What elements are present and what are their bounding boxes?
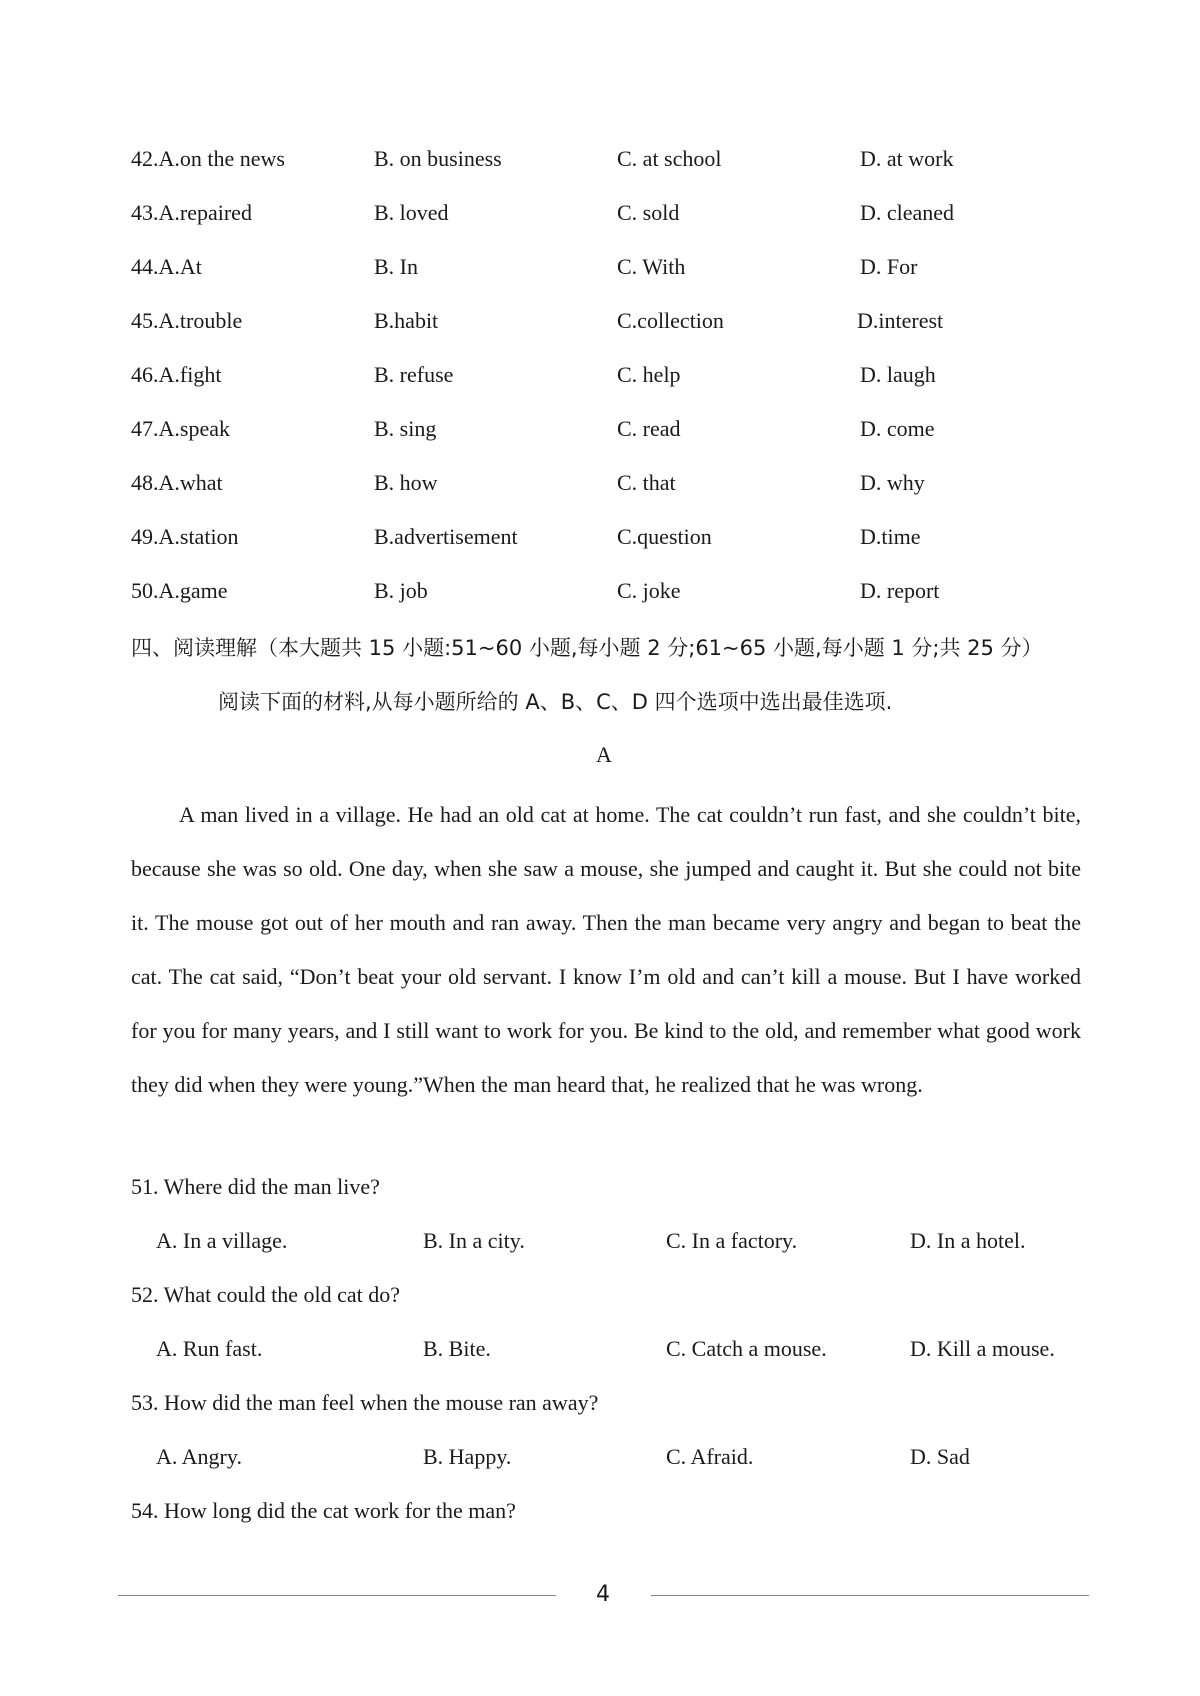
option-a: 43.A.repaired (131, 200, 252, 225)
footer-rule-right (651, 1595, 1089, 1596)
option-c: C. With (617, 254, 686, 279)
option-a: 49.A.station (131, 524, 239, 549)
option-d: D. at work (860, 146, 954, 171)
option-b: B.habit (374, 308, 439, 333)
option-d: D. why (860, 470, 925, 495)
cloze-option-row (131, 517, 1091, 557)
option-a: 47.A.speak (131, 416, 230, 441)
option-c: C. In a factory. (666, 1228, 798, 1253)
option-b: B.advertisement (374, 524, 518, 549)
option-b: B. how (374, 470, 438, 495)
option-c: C. that (617, 470, 676, 495)
option-a: A. In a village. (156, 1228, 288, 1253)
option-b: B. loved (374, 200, 449, 225)
option-a: 42.A.on the news (131, 146, 285, 171)
option-c: C. at school (617, 146, 722, 171)
question-options (156, 1221, 1096, 1261)
option-d: D. Sad (910, 1444, 970, 1469)
option-b: B. job (374, 578, 428, 603)
option-a: 50.A.game (131, 578, 228, 603)
option-a: 45.A.trouble (131, 308, 243, 333)
question-stem: 51. Where did the man live? (131, 1174, 380, 1199)
option-c: C.collection (617, 308, 724, 333)
cloze-option-row (131, 139, 1091, 179)
option-d: D. In a hotel. (910, 1228, 1026, 1253)
option-d: D.interest (857, 308, 944, 333)
passage-label: A (596, 742, 612, 767)
option-d: D. come (860, 416, 935, 441)
option-d: D. report (860, 578, 940, 603)
option-c: C. joke (617, 578, 681, 603)
reading-passage: A man lived in a village. He had an old cat at home. The cat couldn’t run fast, and she couldn’t bite, because she was so old. One day, when she saw a mouse, she jumped and caught it. But she could not bite it. The mouse got out of her mouth and ran away. Then the man became very angry and began to beat the cat. The cat said, “Don’t beat your old servant. I know I’m old and can’t kill a mouse. But I have worked for you for many years, and I still want to work for you. Be kind to the old, and remember what good work they did when they were young.”When the man heard that, he realized that he was wrong. (131, 802, 1081, 1097)
cloze-option-row (131, 355, 1091, 395)
option-d: D.time (860, 524, 921, 549)
question-options (156, 1329, 1096, 1369)
cloze-option-row (131, 193, 1091, 233)
section-title: 四、阅读理解（本大题共 15 小题:51~60 小题,每小题 2 分;61~65 小题,每小题 1 分;共 25 分） (131, 636, 1043, 660)
option-c: C. sold (617, 200, 680, 225)
option-c: C.question (617, 524, 712, 549)
option-d: D. Kill a mouse. (910, 1336, 1055, 1361)
option-b: B. In (374, 254, 418, 279)
cloze-option-row (131, 247, 1091, 287)
page-number: 4 (596, 1582, 610, 1607)
option-b: B. sing (374, 416, 437, 441)
option-a: A. Run fast. (156, 1336, 263, 1361)
option-a: 46.A.fight (131, 362, 222, 387)
cloze-option-row (131, 571, 1091, 611)
section-instruction: 阅读下面的材料,从每小题所给的 A、B、C、D 四个选项中选出最佳选项. (218, 690, 893, 714)
option-c: C. Catch a mouse. (666, 1336, 827, 1361)
option-d: D. cleaned (860, 200, 955, 225)
option-b: B. on business (374, 146, 502, 171)
cloze-option-row (131, 301, 1091, 341)
option-c: C. read (617, 416, 681, 441)
cloze-option-row (131, 463, 1091, 503)
option-d: D. For (860, 254, 918, 279)
question-options (156, 1437, 1096, 1477)
option-c: C. help (617, 362, 681, 387)
question-stem: 53. How did the man feel when the mouse ran away? (131, 1390, 599, 1415)
option-b: B. Bite. (423, 1336, 491, 1361)
option-b: B. In a city. (423, 1228, 525, 1253)
option-b: B. refuse (374, 362, 454, 387)
option-c: C. Afraid. (666, 1444, 754, 1469)
option-b: B. Happy. (423, 1444, 512, 1469)
option-d: D. laugh (860, 362, 936, 387)
question-stem: 54. How long did the cat work for the man? (131, 1498, 516, 1523)
question-stem: 52. What could the old cat do? (131, 1282, 401, 1307)
footer-rule-left (118, 1595, 556, 1596)
option-a: A. Angry. (156, 1444, 242, 1469)
option-a: 48.A.what (131, 470, 223, 495)
cloze-option-row (131, 409, 1091, 449)
option-a: 44.A.At (131, 254, 202, 279)
